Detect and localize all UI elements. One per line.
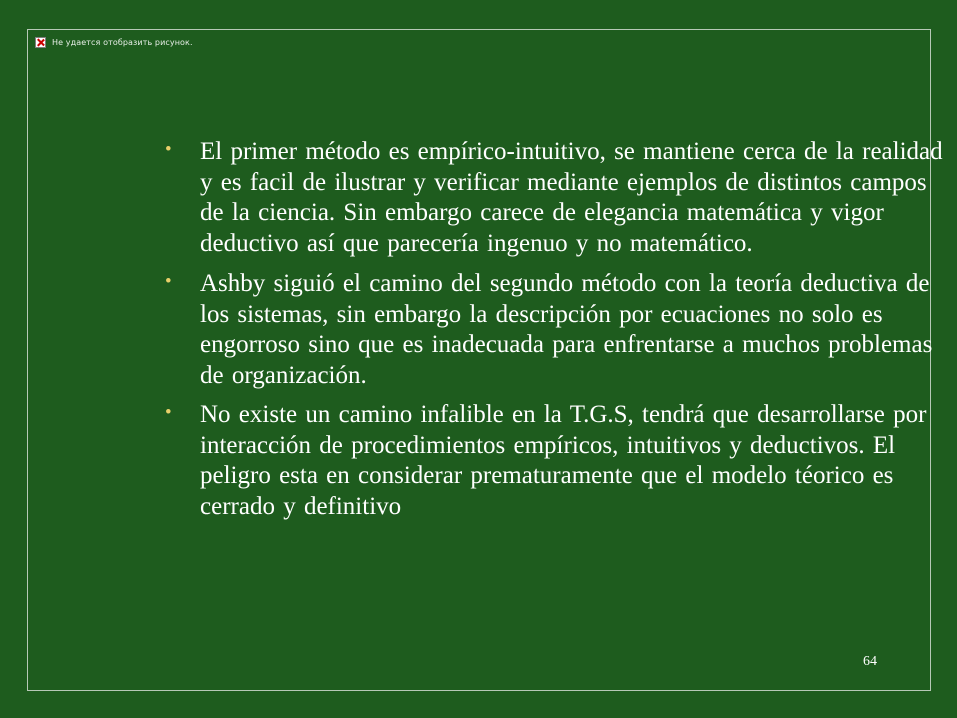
- broken-image-text: Не удается отобразить рисунок.: [52, 38, 193, 47]
- bullet-icon: •: [165, 139, 172, 160]
- bullet-list: [165, 137, 945, 532]
- bullet-text: Ashby siguió el camino del segundo método con la teoría deductiva de los sistemas, sin embargo la descripción por ecuaciones no solo es engorroso sino que es inadecuada para enfrentarse a muchos problemas de organización.: [200, 270, 933, 389]
- bullet-text: No existe un camino infalible en la T.G.S, tendrá que desarrollarse por interacción de procedimientos empíricos, intuitivos y deductivos. El peligro esta en considerar prematuramente que el modelo téorico es cerrado y definitivo: [200, 401, 927, 520]
- bullet-text: El primer método es empírico-intuitivo, se mantiene cerca de la realidad y es facil de ilustrar y verificar mediante ejemplos de distintos campos de la ciencia. Sin embargo carece de elegancia matemática y vigor deductivo así que parecería ingenuo y no matemático.: [200, 138, 943, 257]
- bullet-icon: •: [165, 271, 172, 292]
- broken-image-icon: [35, 37, 46, 48]
- bullet-item: [165, 269, 945, 391]
- bullet-item: [165, 137, 945, 259]
- broken-image-placeholder: [35, 37, 193, 48]
- bullet-item: [165, 400, 945, 522]
- page-number: 64: [863, 654, 877, 669]
- bullet-icon: •: [165, 402, 172, 423]
